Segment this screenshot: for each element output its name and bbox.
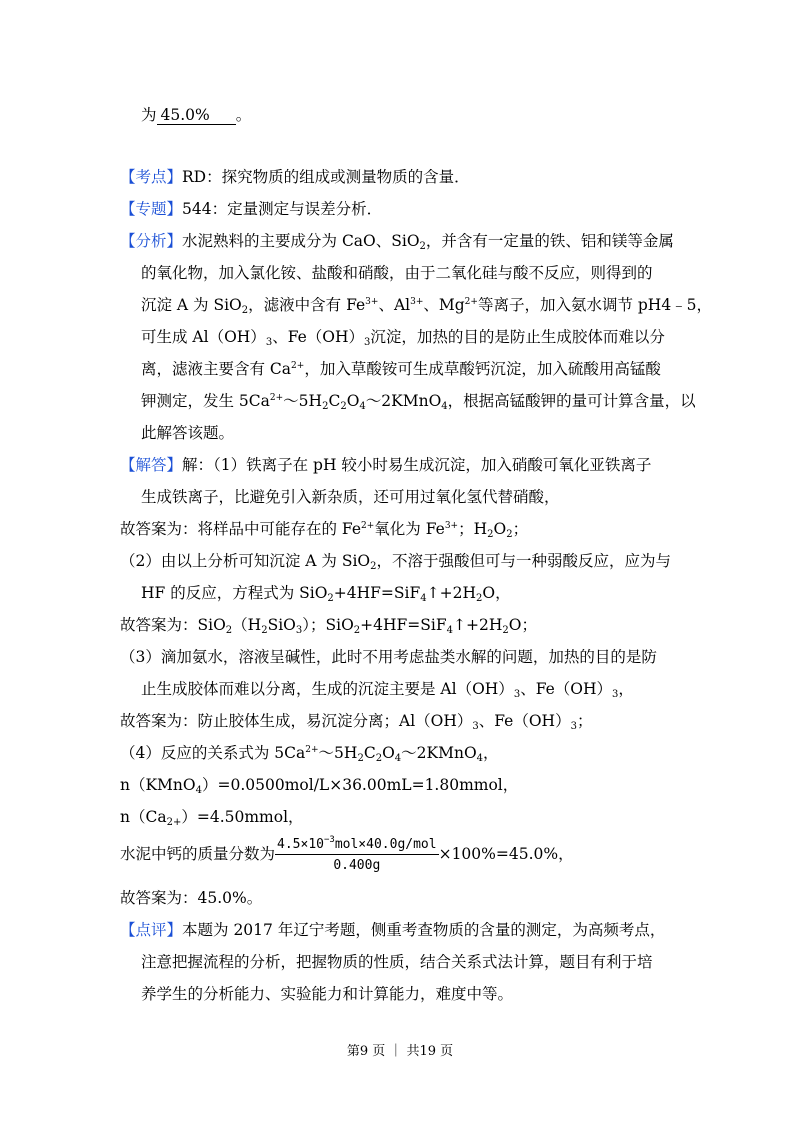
- fenxi-line-3: 沉淀 A 为 SiO$_2$，滤液中含有 $Fe^{3+}$、$Al^{3+}$、$Mg^{2+}$等离子，加入氨水调节 pH4﹣5，: [141, 296, 713, 316]
- dianping-line-2: 注意把握流程的分析，把握物质的性质，结合关系式法计算，题目有利于培: [141, 953, 653, 971]
- fenxi-tag: 【分析】: [120, 232, 183, 250]
- answer-2: 故答案为：$SiO_2(H_2SiO_3)$；$SiO_2+4HF=SiF_4↑+2H_2O$；: [120, 616, 537, 636]
- fenxi-line-7: 此解答该题。: [141, 424, 235, 442]
- fraction: [275, 834, 439, 874]
- answer-line: 为 45.0% 。: [141, 106, 252, 124]
- zhuanti-tag: 【专题】: [120, 200, 183, 218]
- jieda-line-1: 【解答】解：（1）铁离子在 pH 较小时易生成沉淀，加入硝酸可氧化亚铁离子: [120, 456, 652, 474]
- zhuanti-line: 【专题】544：定量测定与误差分析．: [120, 200, 383, 218]
- fraction-denominator: 0.400g: [333, 857, 381, 873]
- part-3-line-2: 止生成胶体而难以分离，生成的沉淀主要是 $Al(OH)_3$、$Fe(OH)_3$，: [141, 680, 634, 700]
- part-3-line-1: （3）滴加氨水，溶液呈碱性，此时不用考虑盐类水解的问题，加热的目的是防: [120, 648, 657, 666]
- mass-fraction-line: 水泥中钙的质量分数为 $\frac{4.5\times 10^{-3}mol\times 40.0g/mol}{0.400g}$ ×100%=45.0%，: [120, 834, 574, 873]
- n-kmno4-line: n（KMnO$_4$）=0.0500mol/L×36.00mL=1.80mmol，: [120, 776, 519, 796]
- part-4-line-1: （4）反应的关系式为 $5Ca^{2+}\sim 5H_2C_2O_4\sim 2KMnO_4$，: [120, 744, 499, 764]
- fenxi-line-2: 的氧化物，加入氯化铵、盐酸和硝酸，由于二氧化硅与酸不反应，则得到的: [141, 264, 653, 282]
- jieda-tag: 【解答】: [120, 456, 183, 474]
- page-footer: 第9 页 ｜ 共19 页: [346, 1044, 454, 1059]
- dianping-line-1: 【点评】本题为 2017 年辽宁考题，侧重考查物质的含量的测定，为高频考点，: [120, 921, 666, 939]
- n-ca-line: $n(Ca_{2+})=4.50mmol$，: [120, 808, 304, 828]
- answer-blank: 45.0%: [157, 106, 236, 125]
- dianping-line-3: 养学生的分析能力、实验能力和计算能力，难度中等。: [141, 985, 514, 1003]
- fenxi-line-5: 离，滤液主要含有 $Ca^{2+}$，加入草酸铵可生成草酸钙沉淀，加入硫酸用高锰酸: [141, 360, 661, 378]
- answer-3: 故答案为：防止胶体生成，易沉淀分离；$Al(OH)_3$、$Fe(OH)_3$；: [120, 712, 593, 732]
- part-2-line-1: （2）由以上分析可知沉淀 A 为 SiO$_2$，不溶于强酸但可与一种弱酸反应，应为与: [120, 552, 672, 572]
- part-2-line-2: HF 的反应，方程式为 $SiO_2+4HF=SiF_4↑+2H_2O$，: [141, 584, 511, 604]
- answer-4: 故答案为：45.0%。: [120, 889, 263, 907]
- fraction-numerator: $4.5\times 10^{-3}mol\times 40.0g$/mol: [275, 837, 439, 855]
- fenxi-line-6: 钾测定，发生 $5Ca^{2+}\sim 5H_2C_2O_4\sim 2KMnO_4$，根据高锰酸钾的量可计算含量，以: [141, 392, 696, 412]
- jieda-line-2: 生成铁离子，比避免引入新杂质，还可用过氧化氢代替硝酸，: [141, 488, 560, 506]
- fenxi-line-1: 【分析】水泥熟料的主要成分为 CaO、SiO$_2$，并含有一定量的铁、铝和镁等金属: [120, 232, 674, 252]
- fenxi-line-4: 可生成 $Al(OH)_3$、$Fe(OH)_3$沉淀，加热的目的是防止生成胶体而难以分: [141, 328, 665, 348]
- dianping-tag: 【点评】: [120, 921, 183, 939]
- kaodian-line: 【考点】RD：探究物质的组成或测量物质的含量．: [120, 168, 470, 186]
- answer-1: 故答案为：将样品中可能存在的 $Fe^{2+}$氧化为 $Fe^{3+}$；$H_2O_2$；: [120, 520, 529, 540]
- kaodian-tag: 【考点】: [120, 168, 183, 186]
